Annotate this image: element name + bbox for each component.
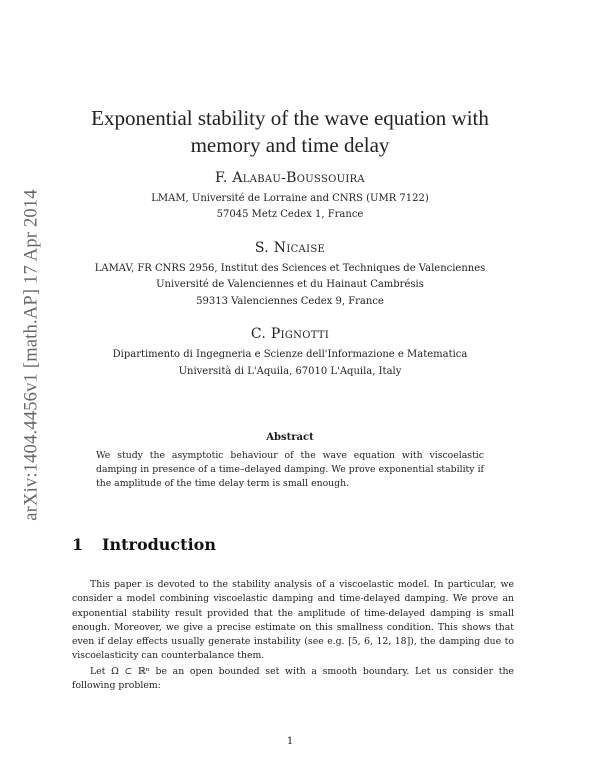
author-3-affiliation-line-2: Università di L'Aquila, 67010 L'Aquila, Italy: [178, 366, 402, 377]
section-number: 1: [72, 535, 84, 554]
intro-paragraph-2-text: Let Ω ⊂ ℝⁿ be an open bounded set with a smooth boundary. Let us consider the following problem:: [72, 666, 514, 692]
author-1-affiliation-line-2: 57045 Metz Cedex 1, France: [216, 209, 364, 220]
paper-title: [60, 105, 520, 159]
intro-paragraph-2: [72, 665, 514, 694]
arxiv-stamp: [12, 170, 52, 540]
abstract-text: We study the asymptotic behaviour of the wave equation with viscoelastic damping in presence of a time–delayed damping. We prove exponential stability if the amplitude of the time delay term is small enough.: [96, 450, 484, 489]
author-name-2: S. Nicaise: [254, 240, 326, 256]
author-name-1: F. Alabau-Boussouira: [215, 170, 365, 186]
page-number: 1: [286, 736, 294, 747]
title-line-2: memory and time delay: [190, 133, 390, 157]
author-1-affiliation-line-1: LMAM, Université de Lorraine and CNRS (UMR 7122): [151, 193, 429, 204]
author-name-3: C. Pignotti: [250, 326, 330, 342]
intro-paragraph-1-text: This paper is devoted to the stability analysis of a viscoelastic model. In particular, we consider a model combining viscoelastic damping and time-delayed damping. We prove an exponential stability result provided that the amplitude of time-delayed damping is small enough. Moreover, we give a precise estimate on this smallness condition. This shows that even if delay effects usually generate instability (see e.g. [5, 6, 12, 18]), the damping due to viscoelasticity can counterbalance them.: [72, 579, 514, 662]
abstract-heading: Abstract: [266, 432, 314, 443]
author-2-affiliation-line-3: 59313 Valenciennes Cedex 9, France: [196, 296, 384, 307]
section-title: Introduction: [102, 535, 216, 554]
arxiv-stamp-text: arXiv:1404.4456v1 [math.AP] 17 Apr 2014: [21, 189, 42, 521]
author-2-affiliation-line-2: Université de Valenciennes et du Hainaut Cambrésis: [156, 279, 424, 290]
section-heading: [72, 535, 216, 554]
author-2-affiliation-line-1: LAMAV, FR CNRS 2956, Institut des Sciences et Techniques de Valenciennes: [94, 263, 486, 274]
intro-paragraph-1: [72, 578, 514, 664]
author-3-affiliation-line-1: Dipartimento di Ingegneria e Scienze dell'Informazione e Matematica: [112, 349, 468, 360]
title-line-1: Exponential stability of the wave equation with: [91, 106, 489, 130]
